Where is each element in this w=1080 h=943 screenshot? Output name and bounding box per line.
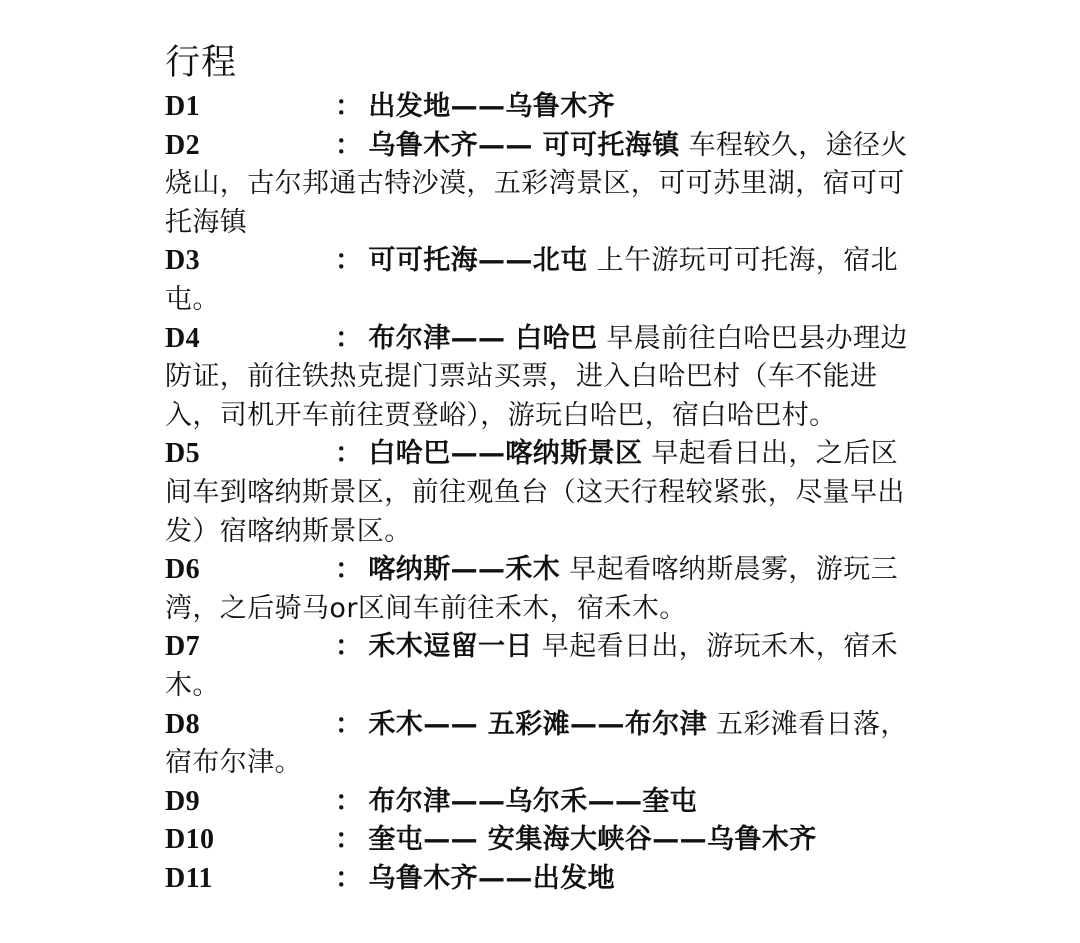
day-colon: ： [335,245,363,277]
day-route: 出发地——乌鲁木齐 [368,91,616,122]
day-route: 乌鲁木齐—— 可可托海镇 [368,129,680,161]
day-entry-d7 [165,628,920,705]
day-description: 早起看日出，之后区间车到喀纳斯景区，前往观鱼台（这天行程较紧张，尽量早出发）宿喀纳斯景区。 [165,438,905,547]
day-code: D9 [165,785,201,817]
day-entry-d4 [165,320,920,436]
day-code: D3 [165,245,201,277]
day-route: 奎屯—— 安集海大峡谷——乌鲁木齐 [368,824,817,856]
itinerary-document [165,40,920,898]
day-code: D7 [165,631,201,663]
day-colon: ： [335,708,363,740]
day-route: 喀纳斯——禾木 [368,554,561,586]
day-colon: ： [335,554,363,586]
day-entry-d8 [165,706,920,783]
day-colon: ： [335,322,363,354]
day-entry-d3 [165,242,920,319]
day-code: D11 [165,862,213,894]
day-entry-d2 [165,127,920,243]
day-colon: ： [335,438,363,470]
day-colon: ： [335,129,363,161]
day-code: D2 [165,129,201,161]
day-entry-d10 [165,821,920,860]
day-route: 布尔津——乌尔禾——奎屯 [368,785,698,817]
day-colon: ： [335,91,363,122]
day-code: D6 [165,554,201,586]
day-code: D10 [165,824,215,856]
day-colon: ： [335,631,363,663]
day-colon: ： [335,862,363,894]
day-colon: ： [335,824,363,856]
day-entry-d11 [165,860,920,899]
day-colon: ： [335,785,363,817]
day-entry-d1 [165,88,920,127]
day-code: D8 [165,708,201,740]
day-route: 布尔津—— 白哈巴 [368,322,598,354]
day-route: 乌鲁木齐——出发地 [368,862,616,894]
day-description: 车程较久，途径火烧山，古尔邦通古特沙漠，五彩湾景区，可可苏里湖，宿可可托海镇 [165,129,908,238]
day-route: 禾木逗留一日 [368,631,533,663]
day-code: D4 [165,322,201,354]
day-route: 白哈巴——喀纳斯景区 [368,438,643,470]
day-code: D1 [165,91,201,122]
day-code: D5 [165,438,201,470]
day-route: 可可托海——北屯 [368,245,588,277]
day-description: 早起看喀纳斯晨雾，游玩三湾，之后骑马or区间车前往禾木，宿禾木。 [165,554,899,624]
day-route: 禾木—— 五彩滩——布尔津 [368,708,708,740]
day-entry-d5 [165,435,920,551]
day-entry-d9 [165,783,920,822]
day-description: 上午游玩可可托海，宿北屯。 [165,245,898,315]
itinerary-title: 行程 [165,43,238,83]
day-entry-d6 [165,551,920,628]
day-description: 早起看日出，游玩禾木，宿禾木。 [165,631,898,701]
day-description: 早晨前往白哈巴县办理边防证，前往铁热克提门票站买票，进入白哈巴村（车不能进入，司机开车前往贾登峪），游玩白哈巴，宿白哈巴村。 [165,322,908,431]
day-description: 五彩滩看日落，宿布尔津。 [165,708,908,779]
